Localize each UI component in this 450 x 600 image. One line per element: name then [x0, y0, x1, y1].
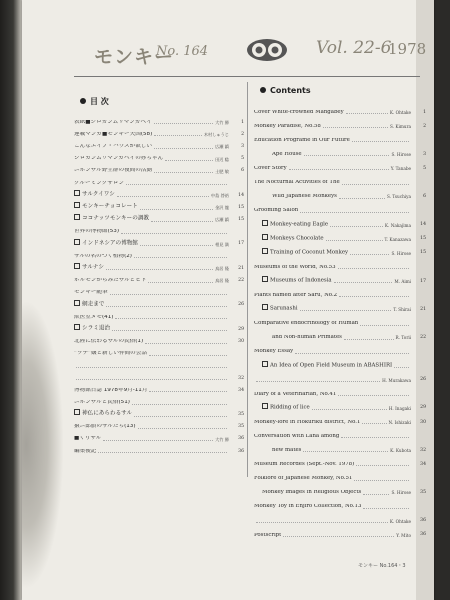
- toc-entry: [74, 369, 244, 381]
- toc-entry: [74, 223, 244, 235]
- toc-entry-title: ニホンザル野生群の夜間の活動: [74, 168, 153, 174]
- toc-leader: [256, 522, 388, 523]
- toc-entry: [74, 308, 244, 320]
- toc-entry: [254, 425, 426, 439]
- toc-entry: [254, 355, 426, 369]
- toc-entry-page: 21: [238, 265, 244, 271]
- toc-entry-title: 博物館日誌 1978年9月-11月: [74, 387, 148, 393]
- contents-heading-ja: [80, 96, 244, 107]
- toc-entry: [254, 256, 426, 270]
- toc-entry: [254, 242, 426, 256]
- toc-entry-author: 広瀬 鎮: [215, 217, 229, 223]
- toc-entry: [74, 357, 244, 369]
- toc-leader: [154, 148, 213, 149]
- toc-entry: [254, 214, 426, 228]
- toc-entry-page: 17: [238, 241, 244, 247]
- toc-entry: [254, 510, 426, 524]
- toc-leader: [300, 310, 392, 311]
- toc-entry-title: Cover White-crowned Mangabey: [254, 109, 344, 115]
- toc-entry-title: ココナッツモンキーの調教: [74, 214, 149, 222]
- column-divider: [247, 82, 248, 477]
- toc-leader: [338, 268, 409, 269]
- toc-entry-title: “ラナ”嬢と新しい仲間の会話: [74, 351, 147, 357]
- magazine-logo-icon: [246, 38, 288, 62]
- toc-entry-page: 36: [420, 518, 426, 524]
- toc-entry-page: 32: [238, 375, 244, 381]
- bullet-icon: [260, 87, 266, 93]
- toc-entry-page: 6: [241, 168, 244, 174]
- toc-entry-author: M. Aimi: [394, 279, 411, 285]
- toc-entry-author: 広瀬 鎮: [215, 144, 229, 150]
- toc-leader: [354, 480, 409, 481]
- toc-entry: [74, 174, 244, 186]
- toc-leader: [342, 184, 409, 185]
- toc-entry: [254, 524, 426, 538]
- toc-leader: [323, 127, 388, 128]
- contents-list-ja: [74, 113, 244, 454]
- toc-entry-title: 猿ニ郎旗のサルたち(13): [74, 424, 136, 430]
- toc-leader: [339, 198, 385, 199]
- toc-leader: [165, 160, 213, 161]
- toc-entry-author: T. Kanazawa: [384, 236, 411, 242]
- toc-leader: [360, 325, 409, 326]
- toc-entry-title: 世界の博物館(53): [74, 229, 120, 235]
- toc-entry-title: グルーミングサロン: [74, 180, 125, 186]
- toc-entry-title: Museums of Indonesia: [262, 276, 332, 284]
- toc-entry: [254, 467, 426, 481]
- toc-entry-title: Monkey images in Religious Objects: [262, 490, 362, 496]
- japanese-contents-column: [74, 84, 244, 454]
- toc-leader: [76, 367, 227, 368]
- toc-leader: [363, 494, 389, 495]
- toc-entry-title: Plants named after Saru, No.2: [254, 292, 338, 298]
- toc-entry-page: 1: [241, 119, 244, 125]
- toc-leader: [344, 339, 394, 340]
- toc-entry-page: 30: [238, 338, 244, 344]
- toc-entry-page: 36: [238, 448, 244, 454]
- toc-entry-title: 連載マンガ■モンキー天国(58): [74, 131, 153, 137]
- toc-entry: [254, 439, 426, 453]
- toc-entry-title: サルクイワシ: [74, 190, 115, 198]
- toc-leader: [115, 318, 227, 319]
- toc-leader: [103, 440, 213, 441]
- toc-entry-page: 3: [241, 143, 244, 149]
- magazine-page: [22, 0, 434, 600]
- toc-entry: [254, 298, 426, 312]
- toc-entry-page: 14: [238, 192, 244, 198]
- toc-entry-title: サルの名のつく植物(2): [74, 253, 132, 259]
- toc-entry-author: S. Hirose: [391, 152, 411, 158]
- toc-entry-author: S. Hirose: [391, 250, 411, 256]
- toc-entry: [74, 332, 244, 344]
- toc-entry-author: 中島 啓裕: [210, 193, 229, 199]
- toc-leader: [134, 416, 227, 417]
- toc-leader: [140, 209, 213, 210]
- toc-entry: [74, 296, 244, 308]
- toc-entry: [254, 171, 426, 185]
- toc-entry-page: 34: [420, 461, 426, 467]
- contents-heading-ja-text: 目 次: [90, 97, 109, 106]
- toc-entry-title: Monkey Paradise, No.58: [254, 123, 321, 129]
- toc-leader: [295, 353, 409, 354]
- toc-leader: [352, 141, 409, 142]
- toc-entry: [74, 235, 244, 247]
- toc-entry: [254, 369, 426, 383]
- toc-leader: [283, 536, 394, 537]
- toc-entry-title: Cover Story: [254, 166, 287, 172]
- toc-entry-author: S. Kimura: [389, 123, 411, 129]
- toc-entry-title: new mates: [272, 447, 302, 453]
- toc-entry-title: Education Programe in Our Future: [254, 137, 350, 143]
- toc-entry-author: 土肥 敏: [215, 168, 229, 174]
- toc-entry: [254, 270, 426, 284]
- toc-entry-title: Monkey-eating Eagle: [262, 220, 328, 228]
- masthead: [48, 30, 427, 70]
- toc-entry-title: Wild Japanese Monkeys: [272, 194, 337, 200]
- publication-year: 1978: [388, 40, 427, 58]
- english-contents-column: [254, 84, 426, 538]
- toc-entry: [254, 101, 426, 115]
- toc-entry: [254, 115, 426, 129]
- toc-entry-page: 22: [420, 335, 426, 340]
- toc-entry-title: Conversation with Lana among: [254, 433, 340, 439]
- toc-entry: [254, 411, 426, 425]
- toc-entry: [74, 271, 244, 283]
- toc-entry: [74, 162, 244, 174]
- toc-leader: [338, 395, 409, 396]
- toc-entry: [74, 345, 244, 357]
- toc-entry-page: 2: [423, 123, 426, 129]
- toc-leader: [106, 306, 227, 307]
- toc-leader: [149, 355, 227, 356]
- toc-entry-author: H. Inagaki: [388, 405, 411, 411]
- toc-leader: [356, 465, 409, 466]
- toc-entry: [74, 418, 244, 430]
- toc-entry-author: K. Kubota: [390, 448, 411, 454]
- toc-entry-page: 5: [241, 156, 244, 162]
- toc-entry-author: S. Tsuchiya: [387, 194, 411, 200]
- toc-entry-title: Grooming Salon: [254, 208, 299, 214]
- toc-leader: [154, 135, 202, 136]
- toc-entry-page: 30: [420, 419, 426, 425]
- toc-entry: [254, 453, 426, 467]
- toc-entry-title: Museum Recordes (Sept.-Nov. 1978): [254, 462, 355, 468]
- toc-entry-page: 5: [423, 165, 426, 171]
- toc-leader: [350, 254, 389, 255]
- toc-entry-title: Training of Coconut Monkey: [262, 248, 348, 256]
- contents-heading-en: [260, 86, 426, 95]
- toc-entry: [74, 198, 244, 210]
- toc-entry-page: 22: [238, 278, 244, 284]
- toc-entry: [74, 247, 244, 259]
- volume-number: Vol. 22-6: [316, 38, 392, 58]
- toc-entry-title: ■くりザル: [74, 436, 102, 442]
- toc-entry-title: ホルモンからみたサルとヒト: [74, 278, 147, 284]
- toc-leader: [151, 221, 213, 222]
- magazine-title: モンキー: [94, 46, 175, 68]
- toc-leader: [134, 257, 227, 258]
- toc-leader: [126, 184, 227, 185]
- toc-entry-page: 15: [420, 236, 426, 242]
- toc-leader: [256, 381, 380, 382]
- toc-entry-author: K. Ohtake: [389, 518, 411, 524]
- toc-entry: [74, 406, 244, 418]
- toc-entry-page: 15: [420, 250, 426, 256]
- toc-entry-title: インドネシアの博物館: [74, 239, 138, 247]
- toc-entry-author: 田辺 稔: [215, 156, 229, 162]
- toc-entry-title: モンキー随筆: [74, 290, 108, 296]
- toc-entry-title: Ridding of lice: [262, 403, 310, 411]
- toc-leader: [76, 379, 227, 380]
- toc-entry-author: 鳥居 隆: [215, 266, 229, 272]
- toc-entry-title: 編集後記: [74, 448, 97, 454]
- toc-entry-author: K. Ohtake: [389, 109, 411, 115]
- toc-entry-title: Folklore of Japanese Monkey, No.51: [254, 476, 353, 482]
- toc-entry-title: 神仏にあらわるサル: [74, 409, 132, 417]
- toc-entry-title: 北陸に伝わるサルの民俗(1): [74, 338, 144, 344]
- toc-leader: [339, 296, 409, 297]
- toc-entry-page: 35: [238, 424, 244, 430]
- toc-leader: [304, 155, 390, 156]
- toc-leader: [148, 282, 213, 283]
- toc-entry-author: H. Murakawa: [382, 377, 411, 383]
- toc-entry-author: 大竹 勝: [215, 436, 229, 442]
- toc-leader: [145, 343, 227, 344]
- toc-entry: [254, 129, 426, 143]
- toc-entry: [254, 482, 426, 496]
- toc-entry-title: Monkey-lore in Hokuriku district, No.1: [254, 419, 361, 425]
- toc-entry-page: 29: [420, 405, 426, 411]
- toc-entry-title: Diary of a Veterinarian, No.41: [254, 391, 337, 397]
- toc-leader: [362, 423, 386, 424]
- toc-entry: [74, 430, 244, 442]
- toc-entry: [254, 186, 426, 200]
- toc-entry-page: 1: [423, 109, 426, 115]
- toc-entry-title: モンキーチョコレート: [74, 202, 138, 210]
- toc-leader: [154, 172, 213, 173]
- toc-leader: [289, 169, 389, 170]
- toc-entry-page: 34: [238, 387, 244, 393]
- toc-entry-title: Comparative endocrinology of Human: [254, 321, 359, 327]
- toc-entry-page: 36: [420, 532, 426, 538]
- toc-entry-title: シロカンムリマンガベイの赤ちゃん: [74, 156, 164, 162]
- toc-entry-title: Monkeys Chocolate: [262, 234, 324, 242]
- toc-leader: [394, 367, 409, 368]
- toc-leader: [149, 391, 227, 392]
- toc-leader: [363, 508, 409, 509]
- toc-entry-page: 36: [238, 436, 244, 442]
- toc-entry-page: 26: [238, 302, 244, 308]
- toc-leader: [98, 452, 227, 453]
- toc-entry-title: Ape House: [272, 151, 302, 157]
- contents-list-en: [254, 101, 426, 538]
- toc-entry-author: 大竹 勝: [215, 119, 229, 125]
- toc-entry-author: 金沢 龍: [215, 205, 229, 211]
- toc-entry: [254, 228, 426, 242]
- bullet-icon: [80, 98, 86, 104]
- toc-entry-page: 35: [420, 490, 426, 496]
- toc-leader: [112, 330, 227, 331]
- toc-entry-title: An Idea of Open Field Museum in ABASHIRI: [262, 361, 392, 369]
- toc-entry-page: 15: [238, 217, 244, 223]
- toc-leader: [300, 212, 409, 213]
- toc-entry-title: ニホンザルと民俗(51): [74, 399, 130, 405]
- toc-entry-title: Museums of the World, No.53: [254, 264, 336, 270]
- toc-leader: [117, 196, 209, 197]
- toc-leader: [138, 428, 227, 429]
- toc-entry: [254, 327, 426, 341]
- toc-entry-page: 2: [241, 131, 244, 137]
- toc-entry-author: Y. Tanabe: [390, 166, 411, 172]
- contents-heading-en-text: Contents: [270, 86, 311, 95]
- toc-entry: [74, 320, 244, 332]
- toc-entry-author: Y. Mito: [396, 532, 411, 538]
- toc-entry-page: 29: [238, 326, 244, 332]
- toc-entry-page: 35: [238, 412, 244, 418]
- toc-entry-author: K. Nakajima: [384, 222, 411, 228]
- toc-entry-title: and Non-human Primates: [272, 335, 342, 341]
- toc-entry-title: サルナシ: [74, 263, 104, 271]
- toc-entry: [74, 125, 244, 137]
- toc-entry-author: R. Torii: [395, 335, 411, 341]
- toc-leader: [334, 282, 393, 283]
- toc-entry: [254, 341, 426, 355]
- toc-entry-title: シラミ退治: [74, 324, 110, 332]
- toc-entry-page: 21: [420, 306, 426, 312]
- toc-entry-author: N. Ishizaki: [388, 419, 411, 425]
- toc-leader: [346, 113, 388, 114]
- toc-entry: [254, 496, 426, 510]
- toc-leader: [154, 123, 213, 124]
- toc-entry-title: こんなエイプ・ハウスが欲しい: [74, 143, 152, 149]
- toc-entry: [254, 312, 426, 326]
- toc-leader: [326, 240, 383, 241]
- toc-entry-title: Monkey Toy in Enjiro Collection, No.13: [254, 504, 362, 510]
- toc-leader: [121, 233, 227, 234]
- toc-entry-page: 14: [420, 222, 426, 228]
- toc-entry-page: 32: [420, 447, 426, 453]
- toc-entry-title: 表紙■シロカンムリマンガベイ: [74, 119, 152, 125]
- header-rule: [74, 76, 420, 77]
- toc-entry: [74, 442, 244, 454]
- toc-entry: [74, 137, 244, 149]
- toc-entry: [74, 381, 244, 393]
- toc-entry-page: 3: [423, 151, 426, 157]
- toc-entry-title: 網走まで: [74, 300, 104, 308]
- toc-entry: [254, 284, 426, 298]
- toc-entry: [254, 157, 426, 171]
- page-footer: モンキー No.164・3: [358, 563, 406, 569]
- toc-entry-author: S. Hirose: [391, 490, 411, 496]
- toc-entry-title: Postscript: [254, 532, 282, 538]
- toc-entry-page: 26: [420, 377, 426, 383]
- toc-entry-title: The Nocturnal Activities of The: [254, 180, 340, 186]
- toc-entry: [74, 284, 244, 296]
- toc-leader: [140, 245, 213, 246]
- toc-entry-title: 獣医室メモ(41): [74, 314, 114, 320]
- toc-entry: [74, 211, 244, 223]
- toc-entry: [74, 150, 244, 162]
- toc-entry-author: T. Shirai: [393, 307, 411, 313]
- toc-entry: [74, 113, 244, 125]
- toc-leader: [110, 294, 227, 295]
- toc-entry-title: Monkey Essay: [254, 349, 294, 355]
- monkey-illustration-fragment: [22, 300, 64, 590]
- toc-leader: [330, 226, 383, 227]
- toc-leader: [312, 409, 387, 410]
- toc-entry: [254, 397, 426, 411]
- toc-entry-page: 6: [423, 194, 426, 200]
- toc-leader: [341, 437, 409, 438]
- toc-entry: [74, 259, 244, 271]
- toc-leader: [132, 404, 227, 405]
- toc-entry: [74, 186, 244, 198]
- toc-entry: [254, 383, 426, 397]
- background-left-edge: [0, 0, 22, 600]
- toc-entry: [74, 393, 244, 405]
- toc-entry: [254, 200, 426, 214]
- toc-entry: [254, 143, 426, 157]
- toc-entry-author: 相見 満: [215, 241, 229, 247]
- toc-entry-author: 鳥居 隆: [215, 278, 229, 284]
- toc-entry-page: 17: [420, 278, 426, 284]
- toc-leader: [303, 451, 388, 452]
- toc-leader: [106, 269, 213, 270]
- toc-entry-title: Sarunashi: [262, 304, 298, 312]
- issue-number: No. 164: [156, 44, 209, 59]
- toc-entry-author: 木村しゅうじ: [203, 132, 229, 138]
- toc-entry-page: 15: [238, 204, 244, 210]
